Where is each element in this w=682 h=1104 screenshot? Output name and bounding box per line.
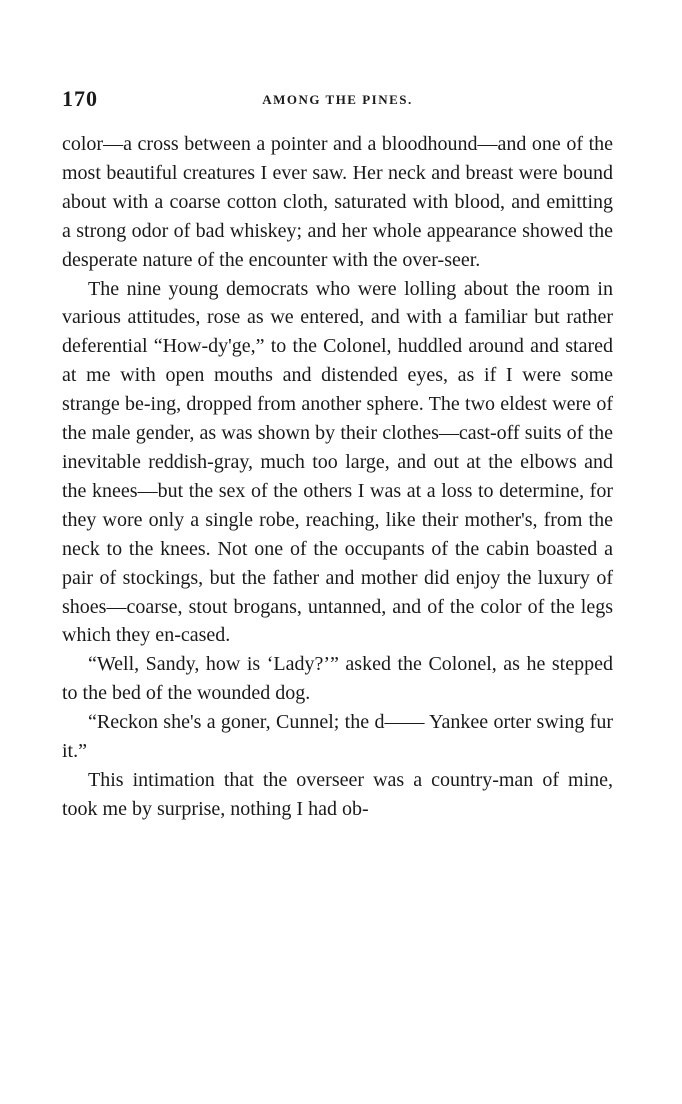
page-header xyxy=(62,86,613,116)
paragraph-intimation: This intimation that the overseer was a country-man of mine, took me by surprise, nothing I had ob- xyxy=(62,768,613,820)
paragraph-continued: color—a cross between a pointer and a bloodhound—and one of the most beautiful creatures I ever saw. Her neck and breast were bound about with a coarse cotton cloth, saturated with blood, and emitting a strong odor of bad whiskey; and her whole appearance showed the desperate nature of the encounter with the over-seer. xyxy=(62,133,613,271)
paragraph-colonel-question: “Well, Sandy, how is ‘Lady?’” asked the Colonel, as he stepped to the bed of the wounded dog. xyxy=(62,653,613,705)
page-number: 170 xyxy=(62,86,98,111)
paragraph-democrats: The nine young democrats who were lolling about the room in various attitudes, rose as we entered, and with a familiar but rather deferential “How-dy'ge,” to the Colonel, huddled around and stared at me with open mouths and distended eyes, as if I were some strange be-ing, dropped from another sphere. The two eldest were of the male gender, as was shown by their clothes—cast-off suits of the inevitable reddish-gray, much too large, and out at the elbows and the knees—but the sex of the others I was at a loss to determine, for they wore only a single robe, reaching, like their mother's, from the neck to the knees. Not one of the occupants of the cabin boasted a pair of stockings, but the father and mother did enjoy the luxury of shoes—coarse, stout brogans, untanned, and of the color of the legs which they en-cased. xyxy=(62,277,613,647)
body-text xyxy=(62,130,613,824)
running-head: AMONG THE PINES. xyxy=(262,92,413,107)
paragraph-sandy-reply: “Reckon she's a goner, Cunnel; the d—— Yankee orter swing fur it.” xyxy=(62,711,613,763)
